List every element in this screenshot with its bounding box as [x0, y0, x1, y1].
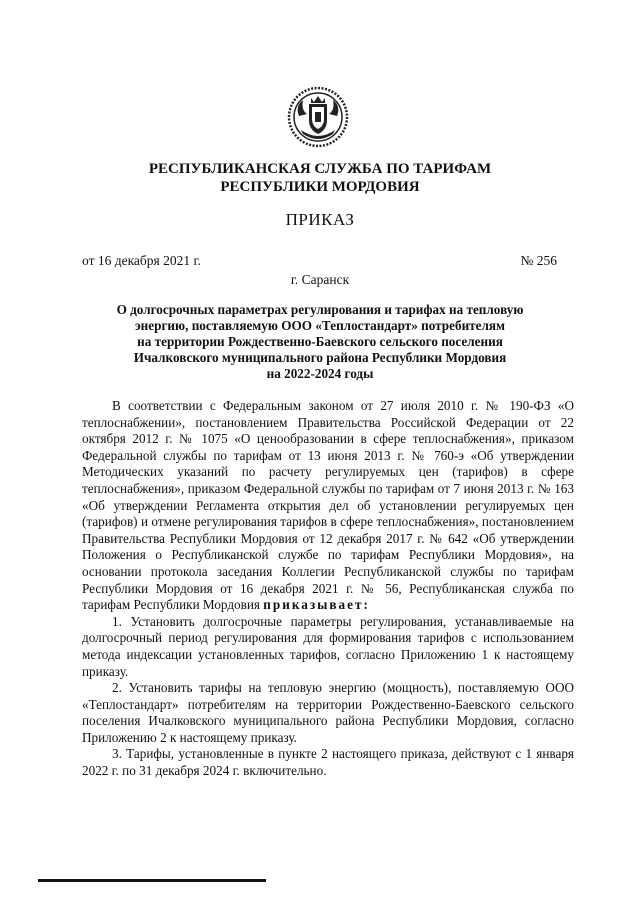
document-city: г. Саранск [290, 272, 350, 287]
org-line-1: РЕСПУБЛИКАНСКАЯ СЛУЖБА ПО ТАРИФАМ [148, 161, 492, 177]
footer-rule [38, 879, 266, 882]
document-title [80, 302, 560, 382]
intro-paragraph [82, 398, 574, 614]
intro-text: В соответствии с Федеральным законом от 27 июля 2010 г. № 190-ФЗ «О теплоснабжении», постановлением Правительства Российской Федерации от 22 октября 2012 г. № 1075 «О ценообразовании в сфере теплоснабжения», приказом Федеральной службы по тарифам от 13 июня 2013 г. № 760-э «Об утверждении Методических указаний по расчету регулируемых цен (тарифов) в сфере теплоснабжения», приказом Федеральной службы по тарифам от 7 июня 2013 г. № 163 «Об утверждении Регламента открытия дел об установлении регулируемых цен (тарифов) и отмене регулирования тарифов в сфере теплоснабжения», постановлением Правительства Республики Мордовия от 12 декабря 2017 г. № 642 «Об утверждении Положения о Республиканской службе по тарифам Республики Мордовия», на основании протокола заседания Коллегии Республиканской службы по тарифам Республики Мордовия от 16 декабря 2021 г. № 56, Республиканская служба по тарифам Республики Мордовия [82, 398, 574, 613]
decree-word: приказывает: [263, 597, 370, 613]
item-3: 3. Тарифы, установленные в пункте 2 настоящего приказа, действуют с 1 января 2022 г. по 31 декабря 2024 г. включительно. [82, 746, 574, 779]
document-type: ПРИКАЗ [285, 210, 355, 229]
coat-of-arms-icon [287, 86, 349, 148]
title-line-1: О долгосрочных параметрах регулирования и тарифах на тепловую [116, 302, 524, 317]
org-line-2: РЕСПУБЛИКИ МОРДОВИЯ [220, 179, 420, 195]
title-line-5: на 2022-2024 годы [266, 366, 374, 381]
item-1: 1. Установить долгосрочные параметры регулирования, устанавливаемые на долгосрочный период регулирования для формирования тарифов с использованием метода индексации установленных тарифов, согласно Приложению 1 к настоящему приказу. [82, 613, 574, 679]
document-date: от 16 декабря 2021 г. [82, 253, 201, 268]
document-number: № 256 [520, 253, 557, 268]
title-line-4: Ичалковского муниципального района Республики Мордовия [133, 350, 507, 365]
title-line-3: на территории Рождественно-Баевского сельского поселения [137, 334, 503, 349]
title-line-2: энергию, поставляемую ООО «Теплостандарт» потребителям [134, 318, 506, 333]
item-2: 2. Установить тарифы на тепловую энергию (мощность), поставляемую ООО «Теплостандарт» потребителям на территории Рождественно-Баевского сельского поселения Ичалковского муниципального района Республики Мордовия, согласно Приложению 2 к настоящему приказу. [82, 680, 574, 745]
organization-name [0, 160, 640, 196]
document-body [82, 398, 574, 780]
